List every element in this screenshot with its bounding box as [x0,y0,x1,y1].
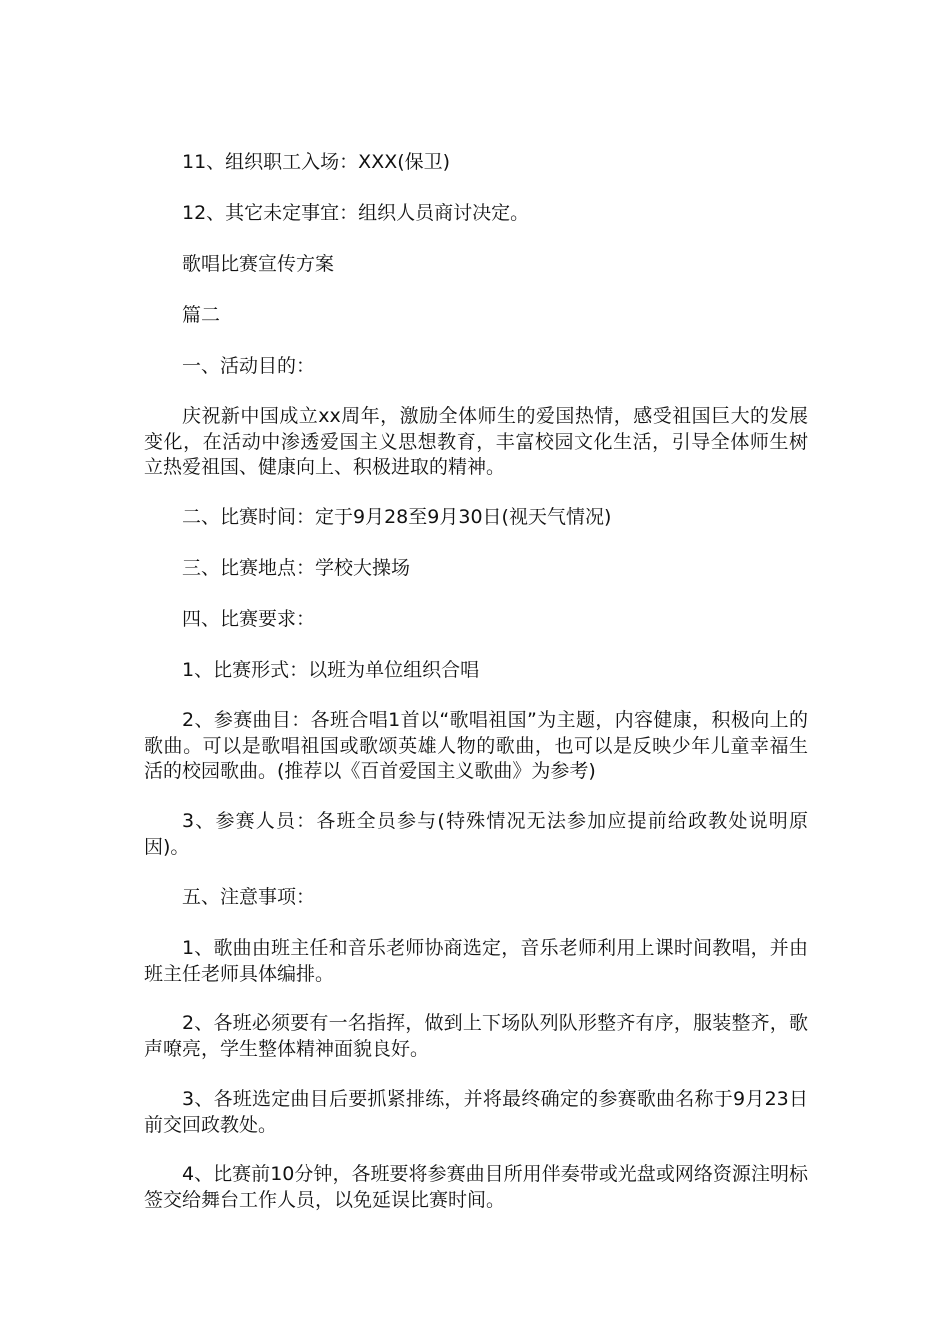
chapter-label: 篇二 [182,304,221,326]
note-conductor: 2、各班必须要有一名指挥，做到上下场队列队形整齐有序，服装整齐，歌声嘹亮，学生整体精神面貌良好。 [144,1012,808,1060]
requirement-participants: 3、参赛人员：各班全员参与(特殊情况无法参加应提前给政教处说明原因)。 [144,810,808,858]
heading-notes: 五、注意事项： [182,886,316,908]
heading-activity-purpose: 一、活动目的： [182,355,316,377]
note-song-selection: 1、歌曲由班主任和音乐老师协商选定，音乐老师利用上课时间教唱，并由班主任老师具体编排。 [144,937,808,985]
heading-contest-requirements: 四、比赛要求： [182,608,316,630]
item-other-matters: 12、其它未定事宜：组织人员商讨决定。 [182,202,530,224]
item-organize-staff-entry: 11、组织职工入场：XXX(保卫) [182,151,451,173]
requirement-format: 1、比赛形式：以班为单位组织合唱 [182,659,480,681]
note-rehearsal: 3、各班选定曲目后要抓紧排练，并将最终确定的参赛歌曲名称于9月23日前交回政教处。 [144,1088,808,1136]
note-accompaniment: 4、比赛前10分钟，各班要将参赛曲目所用伴奏带或光盘或网络资源注明标签交给舞台工作人员，以免延误比赛时间。 [144,1163,808,1211]
paragraph-purpose: 庆祝新中国成立xx周年，激励全体师生的爱国热情，感受祖国巨大的发展变化，在活动中渗透爱国主义思想教育，丰富校园文化生活，引导全体师生树立热爱祖国、健康向上、积极进取的精神。 [144,405,808,478]
heading-contest-time: 二、比赛时间：定于9月28至9月30日(视天气情况) [182,506,612,528]
heading-contest-location: 三、比赛地点：学校大操场 [182,557,411,579]
section-title-singing-contest: 歌唱比赛宣传方案 [182,253,335,275]
requirement-songs: 2、参赛曲目：各班合唱1首以“歌唱祖国”为主题，内容健康，积极向上的歌曲。可以是歌唱祖国或歌颂英雄人物的歌曲，也可以是反映少年儿童幸福生活的校园歌曲。(推荐以《百首爱国主义歌曲》为参考) [144,709,808,782]
